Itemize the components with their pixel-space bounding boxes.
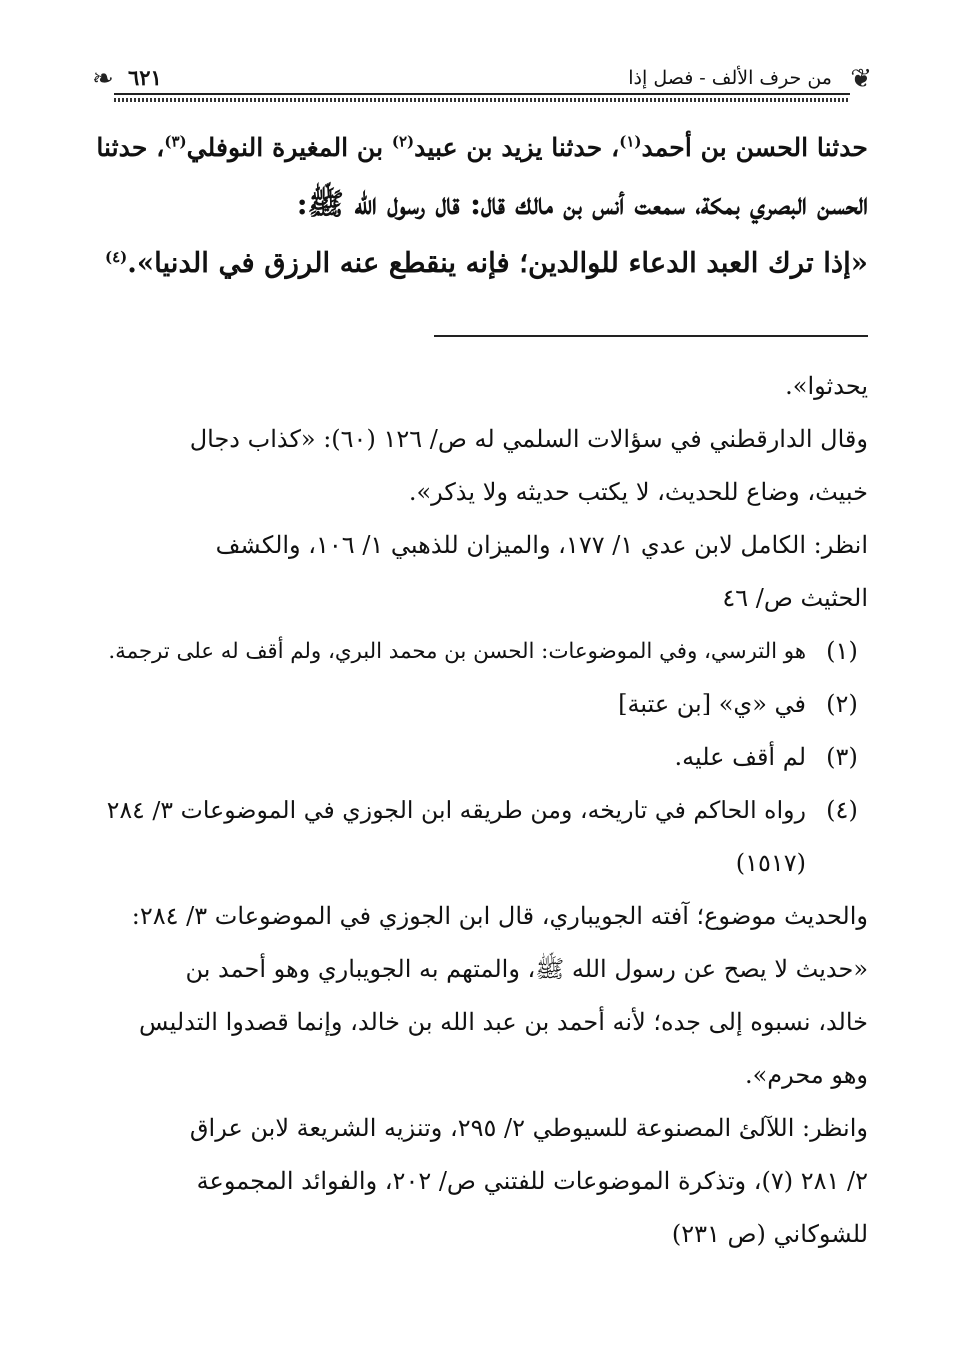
main-text-segment: بن المغيرة النوفلي xyxy=(186,132,392,162)
main-text-segment: ، حدثنا يزيد بن عبيد xyxy=(414,132,620,162)
footnote-separator xyxy=(434,335,868,337)
main-line-2: الحسن البصري بمكة، سمعت أنس بن مالك قال: قال رسول الله ﷺ: xyxy=(296,187,868,222)
footnote-line: خبيث، وضاع للحديث، لا يكتب حديثه ولا يذكر». xyxy=(408,478,868,506)
footnote-line: يحدثوا». xyxy=(785,372,868,400)
footnote-line: رواه الحاكم في تاريخه، ومن طريقه ابن الجوزي في الموضوعات ٣/ ٢٨٤ xyxy=(106,796,806,824)
main-line-3 xyxy=(98,234,868,292)
footnote-ref-4[interactable]: (٤) xyxy=(104,247,128,266)
header-ornament-right-icon: ❦ xyxy=(850,64,872,94)
footnote-line: لم أقف عليه. xyxy=(674,743,806,771)
footnote-2 xyxy=(98,678,868,731)
running-title: من حرف الألف - فصل إذا xyxy=(628,67,832,89)
footnote-line: وهو محرم». xyxy=(744,1061,868,1089)
footnote-ref-3[interactable]: (٣) xyxy=(164,132,187,151)
header-rule xyxy=(114,93,850,95)
footnote-ref-1[interactable]: (١) xyxy=(619,132,642,151)
main-text xyxy=(98,118,868,292)
footnote-line: في «ي» [بن عتبة] xyxy=(618,690,806,718)
footnote-line: للشوكاني (ص ٢٣١) xyxy=(671,1220,868,1248)
footnote-number: (٤) xyxy=(826,796,858,824)
footnote-number: (٣) xyxy=(826,743,858,771)
footnote-line: انظر: الكامل لابن عدي ١/ ١٧٧، والميزان للذهبي ١/ ١٠٦، والكشف xyxy=(215,531,868,559)
footnote-line: خالد، نسبوه إلى جده؛ لأنه أحمد بن عبد الله بن خالد، وإنما قصدوا التدليس xyxy=(138,1008,868,1036)
footnote-3 xyxy=(98,731,868,784)
footnote-4-paragraph-3 xyxy=(98,1102,868,1261)
footnotes xyxy=(98,360,868,1261)
footnote-1 xyxy=(98,625,868,678)
footnote-line: ٢/ ٢٨١ (٧)، وتذكرة الموضوعات للفتني ص/ ٢٠٢، والفوائد المجموعة xyxy=(196,1167,868,1195)
footnote-line: وانظر: اللآلئ المصنوعة للسيوطي ٢/ ٢٩٥، وتنزيه الشريعة لابن عراق xyxy=(189,1114,868,1142)
footnote-line: الحثيث ص/ ٤٦ xyxy=(722,584,868,612)
footnote-line: والحديث موضوع؛ آفته الجويباري، قال ابن الجوزي في الموضوعات ٣/ ٢٨٤: xyxy=(131,902,868,930)
footnote-continuation xyxy=(98,360,868,625)
footnote-line: هو الترسي، وفي الموضوعات: الحسن بن محمد البري، ولم أقف له على ترجمة. xyxy=(108,639,806,664)
footnote-line: وقال الدارقطني في سؤالات السلمي له ص/ ١٢٦ (٦٠): «كذاب دجال xyxy=(189,425,868,453)
header-decorative-border xyxy=(114,98,850,102)
page-number: ٦٢١ xyxy=(128,65,162,90)
footnote-ref-2[interactable]: (٢) xyxy=(391,132,415,151)
header-ornament-left-icon: ❧ xyxy=(92,64,114,94)
page-header xyxy=(92,62,872,106)
footnote-number: (٢) xyxy=(826,690,858,718)
footnote-4-paragraph-2 xyxy=(98,890,868,1102)
main-text-segment: حدثنا الحسن بن أحمد xyxy=(641,132,868,162)
footnote-4 xyxy=(98,784,868,890)
hadith-text: «إذا ترك العبد الدعاء للوالدين؛ فإنه ينقطع عنه الرزق في الدنيا». xyxy=(127,247,868,279)
footnote-line: «حديث لا يصح عن رسول الله ﷺ، والمتهم به الجويباري وهو أحمد بن xyxy=(185,955,868,983)
footnote-number: (١) xyxy=(826,637,858,665)
footnote-line: (١٥١٧) xyxy=(735,849,806,877)
main-line-1 xyxy=(98,118,868,176)
main-text-segment: ، حدثنا xyxy=(96,132,165,162)
